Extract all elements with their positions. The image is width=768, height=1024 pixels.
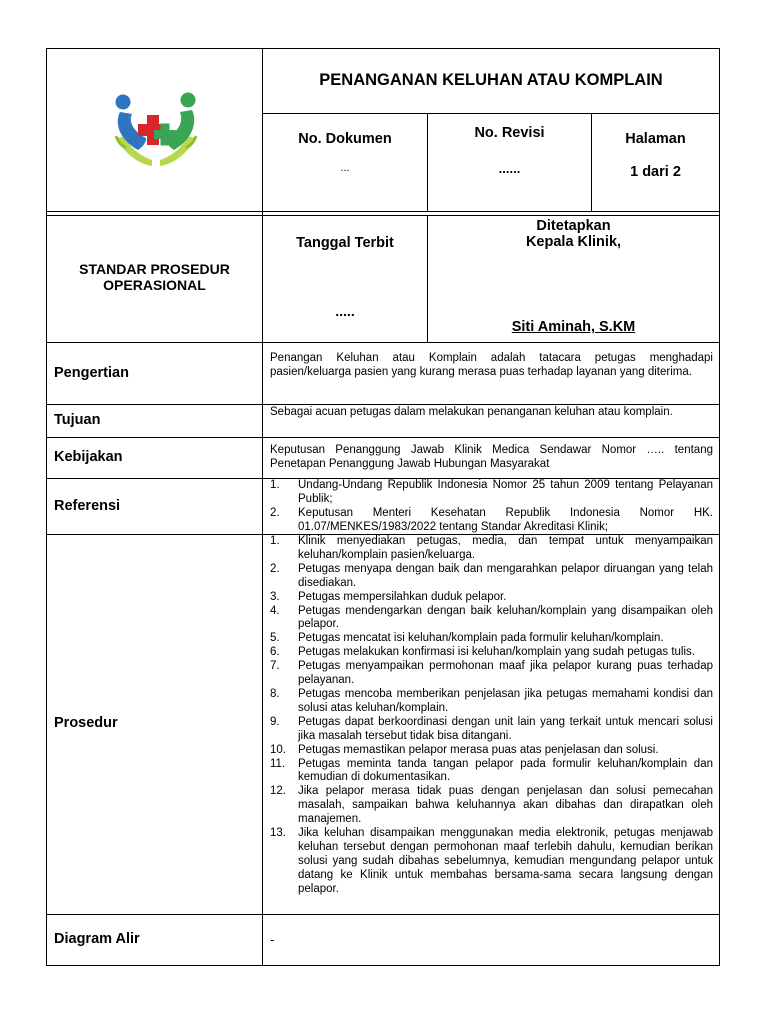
revision-label: No. Revisi	[474, 125, 545, 141]
clinic-logo	[108, 86, 204, 170]
doc-number-label: No. Dokumen	[298, 131, 392, 147]
document-title: PENANGANAN KELUHAN ATAU KOMPLAIN	[319, 71, 663, 89]
sop-label-line1: STANDAR PROSEDUR	[79, 261, 230, 277]
list-item: 1. Undang-Undang Republik Indonesia Nomor 25 tahun 2009 tentang Pelayanan Publik;	[270, 479, 713, 505]
list-item: 11. Petugas meminta tanda tangan pelapor pada formulir keluhan/komplain dan kemudian di dokumentasikan.	[270, 757, 713, 784]
list-item: 2. Petugas menyapa dengan baik dan mengarahkan pelapor diruangan yang telah disediakan.	[270, 562, 713, 589]
tujuan-label: Tujuan	[54, 412, 101, 428]
title-divider	[262, 113, 720, 114]
tujuan-text: Sebagai acuan petugas dalam melakukan penanganan keluhan atau komplain.	[270, 406, 673, 418]
list-item: 10. Petugas memastikan pelapor merasa puas atas penjelasan dan solusi.	[270, 743, 659, 756]
table-border-left	[46, 48, 47, 966]
pengertian-text: Penangan Keluhan atau Komplain adalah tatacara petugas menghadapi pasien/keluarga pasien yang kurang merasa puas terhadap layanan yang diterima.	[270, 352, 713, 378]
list-item: 3. Petugas mempersilahkan duduk pelapor.	[270, 590, 507, 603]
kebijakan-label: Kebijakan	[54, 449, 123, 465]
list-item: 9. Petugas dapat berkoordinasi dengan unit lain yang terkait untuk mencari solusi jika masalah tersebut tidak bisa ditangani.	[270, 715, 713, 742]
list-item: 2. Keputusan Menteri Kesehatan Republik Indonesia Nomor HK. 01.07/MENKES/1983/2022 tentang Standar Akreditasi Klinik;	[270, 506, 713, 533]
header-col-divider-2	[591, 113, 592, 212]
pengertian-label: Pengertian	[54, 365, 129, 381]
list-item: 12. Jika pelapor merasa tidak puas dengan penjelasan dan solusi pemecahan masalah, sampaikan bahwa keluhannya akan dibahas dan dirapatkan oleh manajemen.	[270, 785, 713, 826]
table-border-top	[46, 48, 720, 49]
approval-line1: Ditetapkan	[536, 218, 611, 234]
list-item: 4. Petugas mendengarkan dengan baik keluhan/komplain yang disampaikan oleh pelapor.	[270, 604, 713, 631]
referensi-list	[270, 479, 713, 535]
diagram-text: -	[270, 932, 275, 947]
signatory-name: Siti Aminah, S.KM	[511, 319, 636, 335]
divider-sop	[46, 342, 720, 343]
revision-value: ......	[498, 161, 521, 176]
prosedur-list	[270, 535, 713, 897]
header-double-line-2	[46, 215, 720, 216]
header-double-line-1	[46, 211, 720, 212]
doc-number-value: ...	[340, 162, 350, 174]
table-border-bottom	[46, 965, 720, 966]
table-border-right	[719, 48, 720, 966]
list-item: 5. Petugas mencatat isi keluhan/komplain pada formulir keluhan/komplain.	[270, 632, 664, 645]
divider-prosedur	[46, 914, 720, 915]
issue-date-value: .....	[335, 303, 355, 319]
list-item: 8. Petugas mencoba memberikan penjelasan jika petugas memahami kondisi dan solusi atas keluhan/komplain.	[270, 687, 713, 714]
list-item: 7. Petugas menyampaikan permohonan maaf jika pelapor kurang puas terhadap pelayanan.	[270, 660, 713, 687]
column-divider	[262, 48, 263, 966]
clinic-logo-icon	[108, 86, 204, 170]
kebijakan-text: Keputusan Penanggung Jawab Klinik Medica Sendawar Nomor ….. tentang Penetapan Penanggung Jawab Hubungan Masyarakat	[270, 444, 713, 470]
divider-pengertian	[46, 404, 720, 405]
diagram-label: Diagram Alir	[54, 931, 140, 947]
referensi-label: Referensi	[54, 498, 121, 514]
list-item: 13. Jika keluhan disampaikan menggunakan media elektronik, petugas menjawab keluhan tersebut dengan permohonan maaf terlebih dahulu, kemudian berikan solusi yang sudah dibahas sebelumnya, kemudian mengundang pelapor untuk datang ke Klinik untuk membahas bersama-sama secara langsung dengan pelapor.	[270, 827, 713, 895]
page-label: Halaman	[625, 131, 686, 147]
page-value: 1 dari 2	[630, 164, 681, 180]
prosedur-label: Prosedur	[54, 715, 118, 731]
sop-label-line2: OPERASIONAL	[103, 277, 206, 293]
divider-tujuan	[46, 437, 720, 438]
list-item: 1. Klinik menyediakan petugas, media, dan tempat untuk menyampaikan keluhan/komplain pasien/keluarga.	[270, 535, 713, 561]
issue-date-label: Tanggal Terbit	[296, 235, 394, 251]
list-item: 6. Petugas melakukan konfirmasi isi keluhan/komplain yang sudah petugas tulis.	[270, 646, 695, 659]
approval-line2: Kepala Klinik,	[525, 234, 622, 250]
